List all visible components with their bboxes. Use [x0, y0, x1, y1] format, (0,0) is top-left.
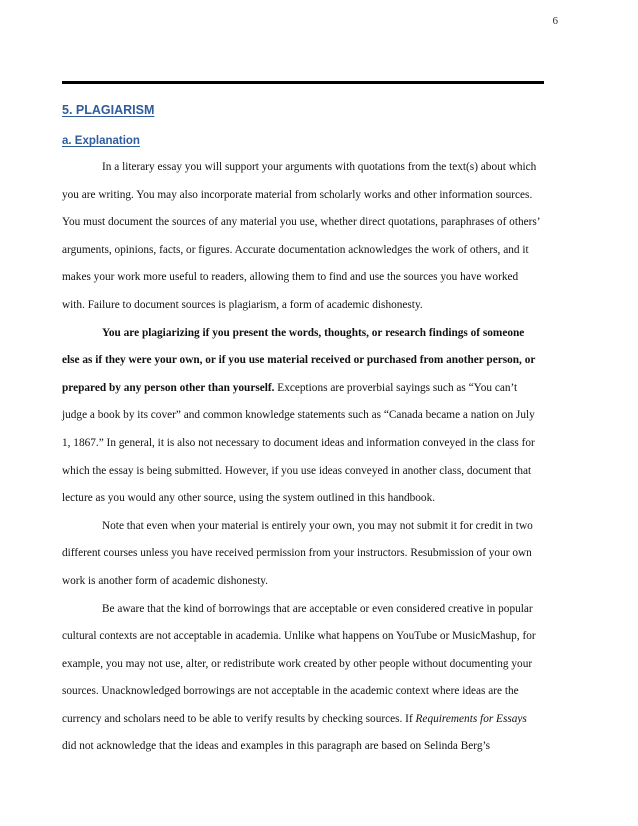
horizontal-rule — [62, 81, 544, 84]
section-heading: 5. PLAGIARISM — [62, 103, 155, 117]
subsection-heading: a. Explanation — [62, 135, 140, 147]
paragraph-2 — [62, 320, 542, 513]
paragraph-1 — [62, 154, 542, 320]
paragraph-2-bold-text: You are plagiarizing if you present the words, thoughts, or research findings of someone else as if they were your own, or if you use material received or purchased from another person, or prepared by any person other than yourself. — [62, 326, 536, 394]
paragraph-3 — [62, 513, 542, 596]
paragraph-2-text: Exceptions are proverbial sayings such as “You can’t judge a book by its cover” and common knowledge statements such as “Canada became a nation on July 1, 1867.” In general, it is also not necessary to document ideas and information conveyed in the class for which the essay is being submitted. However, if you use ideas conveyed in another class, document that lecture as you would any other source, using the system outlined in this handbook. — [62, 381, 535, 505]
body-text — [62, 154, 542, 761]
paragraph-4-italic-title: Requirements for Essays — [415, 712, 527, 725]
page-number: 6 — [552, 15, 558, 27]
paragraph-1-text: In a literary essay you will support your arguments with quotations from the text(s) about which you are writing. You may also incorporate material from scholarly works and other information sources. You must document the sources of any material you use, whether direct quotations, paraphrases of others’ arguments, opinions, facts, or figures. Accurate documentation acknowledges the work of others, and it makes your work more useful to readers, allowing them to find and use the sources you have worked with. Failure to document sources is plagiarism, a form of academic dishonesty. — [62, 161, 540, 311]
paragraph-4-text-after: did not acknowledge that the ideas and examples in this paragraph are based on Selinda Berg’s — [62, 740, 491, 753]
paragraph-3-text: Note that even when your material is entirely your own, you may not submit it for credit in two different courses unless you have received permission from your instructors. Resubmission of your own work is another form of academic dishonesty. — [62, 519, 533, 587]
paragraph-4 — [62, 596, 542, 762]
paragraph-4-text: Be aware that the kind of borrowings that are acceptable or even considered creative in popular cultural contexts are not acceptable in academia. Unlike what happens on YouTube or MusicMashup, for example, you may not use, alter, or redistribute work created by other people without documenting your sources. Unacknowledged borrowings are not acceptable in the academic context where ideas are the currency and scholars need to be able to verify results by checking sources. If — [62, 602, 536, 725]
